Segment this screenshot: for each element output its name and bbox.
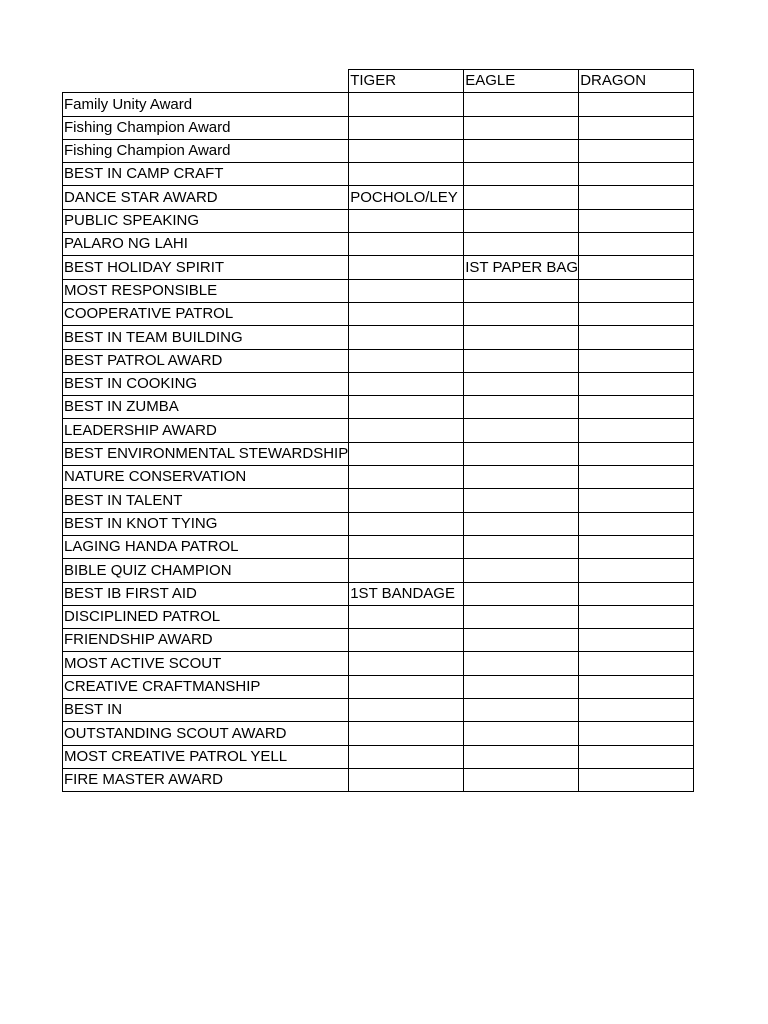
cell-award[interactable]	[63, 535, 349, 558]
table-row	[63, 699, 694, 722]
table-row	[63, 652, 694, 675]
table-row	[63, 326, 694, 349]
table-row	[63, 466, 694, 489]
table-row	[63, 722, 694, 745]
cell-text: OUTSTANDING SCOUT AWARD	[64, 724, 287, 742]
cell-tiger[interactable]	[349, 466, 464, 489]
cell-tiger[interactable]	[349, 139, 464, 162]
cell-award[interactable]	[63, 396, 349, 419]
table-row	[63, 768, 694, 791]
table-row	[63, 745, 694, 768]
cell-award[interactable]	[63, 722, 349, 745]
cell-dragon[interactable]	[579, 302, 694, 325]
cell-text: BEST PATROL AWARD	[64, 351, 223, 369]
cell-dragon[interactable]	[579, 489, 694, 512]
cell-award[interactable]	[63, 559, 349, 582]
cell-award[interactable]	[63, 466, 349, 489]
cell-tiger[interactable]	[349, 233, 464, 256]
cell-tiger[interactable]	[349, 675, 464, 698]
cell-eagle[interactable]	[464, 535, 579, 558]
cell-text: PALARO NG LAHI	[64, 235, 188, 253]
cell-tiger[interactable]	[349, 93, 464, 116]
cell-eagle[interactable]	[464, 163, 579, 186]
table-row	[63, 512, 694, 535]
cell-eagle[interactable]	[464, 559, 579, 582]
cell-tiger[interactable]	[349, 163, 464, 186]
cell-award[interactable]	[63, 582, 349, 605]
table-row	[63, 675, 694, 698]
header-cell-award[interactable]	[63, 70, 349, 93]
cell-eagle[interactable]	[464, 722, 579, 745]
cell-dragon[interactable]	[579, 722, 694, 745]
cell-dragon[interactable]	[579, 349, 694, 372]
cell-tiger[interactable]	[349, 768, 464, 791]
awards-table	[62, 69, 694, 792]
cell-dragon[interactable]	[579, 372, 694, 395]
cell-text: BEST ENVIRONMENTAL STEWARDSHIP	[64, 445, 349, 463]
table-row	[63, 559, 694, 582]
cell-tiger[interactable]	[349, 279, 464, 302]
cell-dragon[interactable]	[579, 139, 694, 162]
cell-award[interactable]	[63, 605, 349, 628]
cell-dragon[interactable]	[579, 699, 694, 722]
table-row	[63, 442, 694, 465]
cell-text: BEST HOLIDAY SPIRIT	[64, 258, 225, 276]
cell-eagle[interactable]	[464, 745, 579, 768]
cell-eagle[interactable]	[464, 605, 579, 628]
cell-dragon[interactable]	[579, 652, 694, 675]
cell-eagle[interactable]	[464, 442, 579, 465]
cell-tiger[interactable]	[349, 442, 464, 465]
cell-text: BEST IB FIRST AID	[64, 584, 197, 602]
cell-eagle[interactable]	[464, 256, 579, 279]
cell-text: BEST IN TALENT	[64, 491, 183, 509]
cell-dragon[interactable]	[579, 419, 694, 442]
header-cell-tiger[interactable]: TIGER	[349, 70, 464, 93]
cell-text: BEST IN ZUMBA	[64, 398, 179, 416]
cell-dragon[interactable]	[579, 279, 694, 302]
cell-eagle[interactable]	[464, 512, 579, 535]
table-row	[63, 279, 694, 302]
cell-dragon[interactable]	[579, 326, 694, 349]
cell-eagle[interactable]	[464, 466, 579, 489]
table-row	[63, 116, 694, 139]
cell-tiger[interactable]	[349, 535, 464, 558]
cell-dragon[interactable]	[579, 582, 694, 605]
cell-text: CREATIVE CRAFTMANSHIP	[64, 678, 261, 696]
cell-dragon[interactable]	[579, 768, 694, 791]
table-row	[63, 605, 694, 628]
table-row	[63, 209, 694, 232]
cell-tiger[interactable]	[349, 116, 464, 139]
cell-award[interactable]	[63, 419, 349, 442]
table-row	[63, 233, 694, 256]
cell-tiger[interactable]	[349, 489, 464, 512]
cell-award[interactable]	[63, 372, 349, 395]
cell-eagle[interactable]	[464, 93, 579, 116]
cell-award[interactable]	[63, 699, 349, 722]
cell-text: Fishing Champion Award	[64, 142, 231, 160]
cell-eagle[interactable]	[464, 768, 579, 791]
cell-dragon[interactable]	[579, 605, 694, 628]
cell-eagle[interactable]	[464, 489, 579, 512]
cell-eagle[interactable]	[464, 396, 579, 419]
awards-table-body	[63, 70, 694, 792]
cell-award[interactable]	[63, 233, 349, 256]
cell-eagle[interactable]	[464, 699, 579, 722]
cell-dragon[interactable]	[579, 186, 694, 209]
cell-tiger[interactable]	[349, 629, 464, 652]
cell-text: Fishing Champion Award	[64, 118, 231, 136]
cell-tiger[interactable]	[349, 186, 464, 209]
cell-text: COOPERATIVE PATROL	[64, 305, 234, 323]
cell-text: MOST RESPONSIBLE	[64, 281, 218, 299]
cell-dragon[interactable]	[579, 396, 694, 419]
table-row	[63, 535, 694, 558]
cell-award[interactable]	[63, 629, 349, 652]
cell-tiger[interactable]	[349, 209, 464, 232]
table-row	[63, 396, 694, 419]
cell-dragon[interactable]	[579, 163, 694, 186]
cell-award[interactable]	[63, 675, 349, 698]
cell-tiger[interactable]	[349, 396, 464, 419]
table-row	[63, 93, 694, 116]
cell-eagle[interactable]	[464, 349, 579, 372]
table-row	[63, 489, 694, 512]
cell-text: NATURE CONSERVATION	[64, 468, 247, 486]
cell-award[interactable]	[63, 512, 349, 535]
cell-text: PUBLIC SPEAKING	[64, 212, 200, 230]
cell-tiger[interactable]	[349, 419, 464, 442]
cell-award[interactable]	[63, 209, 349, 232]
table-row	[63, 302, 694, 325]
cell-dragon[interactable]	[579, 233, 694, 256]
table-row	[63, 629, 694, 652]
cell-eagle[interactable]	[464, 582, 579, 605]
cell-tiger[interactable]	[349, 605, 464, 628]
cell-tiger[interactable]	[349, 256, 464, 279]
cell-dragon[interactable]	[579, 442, 694, 465]
cell-award[interactable]	[63, 302, 349, 325]
cell-award[interactable]	[63, 279, 349, 302]
cell-text: BEST IN	[64, 701, 123, 719]
cell-text: MOST ACTIVE SCOUT	[64, 654, 222, 672]
cell-eagle[interactable]	[464, 233, 579, 256]
cell-tiger[interactable]	[349, 722, 464, 745]
cell-dragon[interactable]	[579, 559, 694, 582]
cell-eagle[interactable]	[464, 116, 579, 139]
cell-eagle[interactable]	[464, 675, 579, 698]
cell-tiger[interactable]	[349, 582, 464, 605]
cell-dragon[interactable]	[579, 629, 694, 652]
cell-text: LAGING HANDA PATROL	[64, 538, 239, 556]
cell-text: IST PAPER BAG	[465, 258, 579, 276]
header-cell-dragon[interactable]: DRAGON	[579, 70, 694, 93]
cell-dragon[interactable]	[579, 512, 694, 535]
cell-award[interactable]	[63, 116, 349, 139]
cell-tiger[interactable]	[349, 559, 464, 582]
cell-tiger[interactable]	[349, 745, 464, 768]
cell-eagle[interactable]	[464, 652, 579, 675]
cell-text: Family Unity Award	[64, 95, 193, 113]
cell-text: POCHOLO/LEY	[350, 188, 458, 206]
cell-award[interactable]	[63, 256, 349, 279]
cell-text: MOST CREATIVE PATROL YELL	[64, 747, 288, 765]
cell-text: BEST IN COOKING	[64, 375, 198, 393]
cell-dragon[interactable]	[579, 535, 694, 558]
cell-award[interactable]	[63, 349, 349, 372]
cell-award[interactable]	[63, 442, 349, 465]
cell-tiger[interactable]	[349, 699, 464, 722]
cell-tiger[interactable]	[349, 302, 464, 325]
cell-tiger[interactable]	[349, 372, 464, 395]
cell-award[interactable]	[63, 163, 349, 186]
table-row	[63, 256, 694, 279]
cell-text: BEST IN CAMP CRAFT	[64, 165, 224, 183]
cell-dragon[interactable]	[579, 116, 694, 139]
cell-dragon[interactable]	[579, 745, 694, 768]
header-cell-eagle[interactable]: EAGLE	[464, 70, 579, 93]
cell-award[interactable]	[63, 139, 349, 162]
cell-award[interactable]	[63, 326, 349, 349]
cell-text: DISCIPLINED PATROL	[64, 608, 221, 626]
cell-text: LEADERSHIP AWARD	[64, 421, 217, 439]
cell-eagle[interactable]	[464, 139, 579, 162]
table-row	[63, 419, 694, 442]
cell-eagle[interactable]	[464, 372, 579, 395]
cell-tiger[interactable]	[349, 326, 464, 349]
cell-award[interactable]	[63, 768, 349, 791]
cell-text: FRIENDSHIP AWARD	[64, 631, 213, 649]
cell-eagle[interactable]	[464, 326, 579, 349]
cell-dragon[interactable]	[579, 93, 694, 116]
cell-text: BIBLE QUIZ CHAMPION	[64, 561, 232, 579]
cell-award[interactable]	[63, 745, 349, 768]
cell-award[interactable]	[63, 652, 349, 675]
cell-text: FIRE MASTER AWARD	[64, 771, 223, 789]
cell-tiger[interactable]	[349, 349, 464, 372]
table-row	[63, 582, 694, 605]
cell-eagle[interactable]	[464, 209, 579, 232]
cell-dragon[interactable]	[579, 675, 694, 698]
cell-eagle[interactable]	[464, 302, 579, 325]
cell-eagle[interactable]	[464, 419, 579, 442]
cell-award[interactable]	[63, 93, 349, 116]
cell-text: BEST IN TEAM BUILDING	[64, 328, 243, 346]
cell-dragon[interactable]	[579, 209, 694, 232]
table-row	[63, 139, 694, 162]
cell-eagle[interactable]	[464, 629, 579, 652]
cell-text: 1ST BANDAGE	[350, 584, 455, 602]
table-row	[63, 163, 694, 186]
cell-tiger[interactable]	[349, 512, 464, 535]
cell-eagle[interactable]	[464, 279, 579, 302]
cell-award[interactable]	[63, 489, 349, 512]
cell-dragon[interactable]	[579, 466, 694, 489]
table-row	[63, 349, 694, 372]
table-row	[63, 186, 694, 209]
cell-text: BEST IN KNOT TYING	[64, 514, 218, 532]
table-row	[63, 372, 694, 395]
cell-eagle[interactable]	[464, 186, 579, 209]
cell-text: DANCE STAR AWARD	[64, 188, 218, 206]
cell-dragon[interactable]	[579, 256, 694, 279]
cell-tiger[interactable]	[349, 652, 464, 675]
header-row	[63, 70, 694, 93]
cell-award[interactable]	[63, 186, 349, 209]
